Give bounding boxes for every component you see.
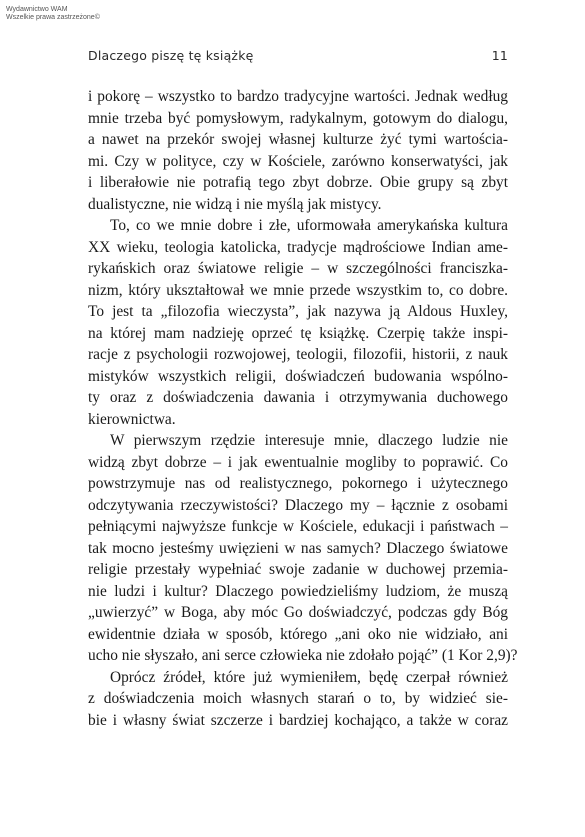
text-line: i pokorę – wszystko to bardzo tradycyjne wartości. Jednak według <box>88 88 508 105</box>
text-line: odczytywania rzeczywistości? Dlaczego my – łącznie z osobami <box>88 496 508 514</box>
watermark-line-rights: Wszelkie prawa zastrzeżone© <box>6 14 100 21</box>
publisher-watermark <box>6 6 100 22</box>
text-line: i liberałowie nie potrafią tego zbyt dobrze. Obie grupy są zbyt <box>88 174 508 191</box>
text-line: religie przestały wypełniać swoje zadanie w duchowej przemia- <box>88 561 508 578</box>
text-line: Oprócz źródeł, które już wymieniłem, będę czerpał również <box>110 668 508 686</box>
text-line: widzą zbyt dobrze – i jak ewentualnie mogliby to poprawić. Co <box>88 453 508 471</box>
text-line: ty oraz z doświadczenia dawania i otrzymywania duchowego <box>88 389 508 406</box>
text-line: nizm, który ukształtował we mnie przede wszystkim to, co dobre. <box>88 281 508 299</box>
paragraph <box>88 430 518 667</box>
watermark-line-publisher: Wydawnictwo WAM <box>6 6 68 13</box>
text-line: pełniącymi najwyższe funkcje w Kościele, edukacji i państwach – <box>88 518 508 535</box>
text-line: na której mam nadzieję oprzeć tę książkę. Czerpię także inspi- <box>88 324 508 342</box>
text-line: z doświadczenia moich własnych starań o to, by widzieć sie- <box>88 690 508 707</box>
text-line: „uwierzyć” w Boga, aby móc Go doświadczyć, podczas gdy Bóg <box>88 604 508 621</box>
paragraph <box>88 215 508 430</box>
paragraph <box>88 86 508 215</box>
paragraph <box>88 667 508 732</box>
text-line: XX wieku, teologia katolicka, tradycje mądrościowe Indian ame- <box>88 238 508 256</box>
text-line: ucho nie słyszało, ani serce człowieka nie zdołało pojąć” (1 Kor 2,9)? <box>88 647 518 664</box>
text-line: mnie trzeba być pomysłowym, radykalnym, gotowym do dialogu, <box>88 109 508 127</box>
text-line: To jest ta „filozofia wieczysta”, jak nazywa ją Aldous Huxley, <box>88 303 508 320</box>
page-number: 11 <box>491 48 508 63</box>
text-line: a nawet na przekór swojej własnej kulturze żyć tymi wartościa- <box>88 131 508 148</box>
text-line: rykańskich oraz światowe religie – w szczególności franciszka- <box>88 260 508 277</box>
text-line: bie i własny świat szczerze i bardziej kochająco, a także w coraz <box>88 711 508 729</box>
chapter-title: Dlaczego piszę tę książkę <box>88 48 254 63</box>
text-line: powstrzymuje nas od realistycznego, pokornego i użytecznego <box>88 475 508 492</box>
text-line: dualistyczne, nie widzą i nie myślą jak mistycy. <box>88 195 382 213</box>
text-line: ewidentnie działa w sposób, którego „ani oko nie widziało, ani <box>88 625 508 643</box>
text-line: W pierwszym rzędzie interesuje mnie, dlaczego ludzie nie <box>110 432 508 449</box>
text-line: nie ludzi i kultur? Dlaczego powiedzieliśmy ludziom, że muszą <box>88 582 508 600</box>
text-line: mistyków wszystkich religii, doświadczeń budowania wspólno- <box>88 367 508 385</box>
text-line: racje z psychologii rozwojowej, teologii, filozofii, historii, z nauk <box>88 346 508 363</box>
running-header <box>88 48 508 63</box>
text-line: tak mocno jesteśmy uwięzieni w nas samych? Dlaczego światowe <box>88 539 508 557</box>
text-line: kierownictwa. <box>88 410 176 428</box>
body-text <box>88 86 518 731</box>
text-line: mi. Czy w polityce, czy w Kościele, zarówno konserwatyści, jak <box>88 152 508 170</box>
text-line: To, co we mnie dobre i złe, uformowała amerykańska kultura <box>110 217 508 234</box>
